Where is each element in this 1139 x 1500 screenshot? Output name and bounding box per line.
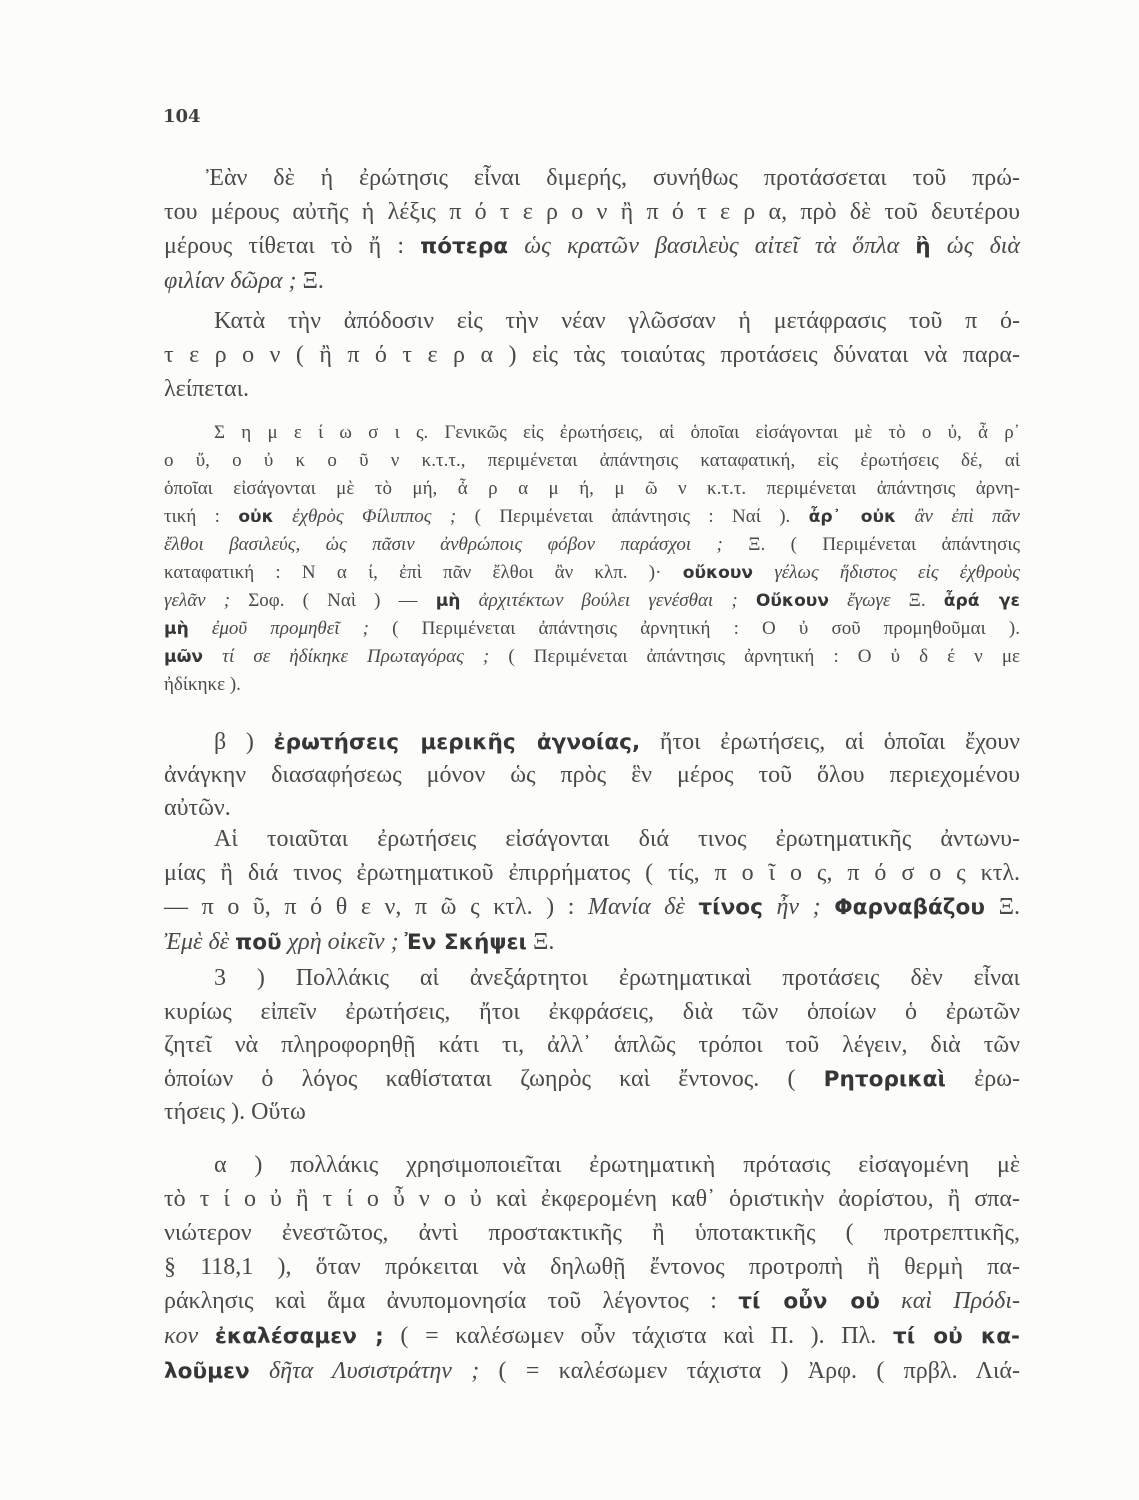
text-run: τήσεις ). Οὕτω — [164, 1099, 306, 1125]
bold-text: πότερα — [420, 234, 509, 259]
text-run: νιώτερον ἐνεστῶτος, ἀντὶ προστακτικῆς ἢ ὑποτακτικῆς ( προτρεπτικῆς, — [164, 1220, 1020, 1246]
text-run: λείπεται. — [164, 376, 250, 402]
bold-text: τίνος — [698, 895, 763, 920]
bold-text: λοῦμεν — [164, 1359, 250, 1384]
text-run: καταφατική : Ν α ί, ἐπὶ πᾶν ἔλθοι ἂν κλπ. )· — [164, 562, 683, 583]
note-paragraph — [164, 419, 1020, 699]
bold-text: ἆρά γε — [943, 591, 1021, 611]
text-run: 3 ) Πολλάκις αἱ ἀνεξάρτητοι ἐρωτηματικαὶ προτάσεις δὲν εἶναι — [214, 965, 1020, 991]
text-line — [164, 1284, 1020, 1319]
paragraph — [164, 161, 1020, 298]
text-run: ὁποῖαι εἰσάγονται μὲ τὸ μή, ἆ ρ α μ ή, μ ῶ ν κ.τ.τ. περιμένεται ἀπάντησις ἀρνη- — [164, 478, 1020, 499]
text-line — [164, 338, 1020, 372]
text-run: μίας ἢ διά τινος ἐρωτηματικοῦ ἐπιρρήματος ( τίς, π ο ῖ ο ς, π ό σ ο ς κτλ. — [164, 860, 1020, 886]
text-run: Αἱ τοιαῦται ἐρωτήσεις εἰσάγονται διά τινος ἐρωτηματικῆς ἀντωνυ- — [214, 826, 1020, 852]
italic-text: γέλως ἥδιστος εἰς ἐχθροὺς — [753, 562, 1021, 583]
text-line — [164, 1250, 1020, 1284]
text-line — [164, 1319, 1020, 1354]
text-line — [164, 1148, 1020, 1182]
text-run: Ξ. — [984, 894, 1021, 920]
text-line — [164, 925, 1020, 960]
italic-text: ἐχθρὸς Φίλιππος ; — [273, 506, 457, 527]
italic-text: δῆτα Λυσιστράτην ; — [249, 1358, 480, 1384]
italic-text: κον — [164, 1323, 215, 1349]
italic-text: καὶ Πρόδι- — [879, 1288, 1020, 1314]
bold-text: μὴ — [164, 619, 189, 639]
text-line — [164, 475, 1020, 503]
bold-text: τί οὐ κα- — [892, 1324, 1021, 1349]
text-line — [164, 161, 1020, 195]
bold-text: Ρητορικαὶ — [823, 1066, 946, 1092]
paragraph — [164, 726, 1020, 825]
text-line — [164, 1096, 1020, 1130]
italic-text: ἂν ἐπὶ πᾶν — [896, 506, 1020, 527]
text-run: α ) πολλάκις χρησιμοποιεῖται ἐρωτηματικὴ πρότασις εἰσαγομένη μὲ — [214, 1152, 1020, 1178]
bold-text: μῶν — [164, 647, 204, 667]
text-line — [164, 671, 1020, 699]
italic-text: Ἐμὲ δὲ — [164, 929, 236, 955]
text-line — [164, 559, 1020, 587]
text-run: Κατὰ τὴν ἀπόδοσιν εἰς τὴν νέαν γλῶσσαν ἡ μετάφρασις τοῦ π ό- — [214, 308, 1020, 334]
italic-text: ἔλθοι βασιλεύς, ὡς πᾶσιν ἀνθρώποις φόβον παράσχοι ; — [164, 534, 723, 555]
text-run: Ξ. ( Περιμένεται ἀπάντησις — [722, 534, 1020, 555]
text-line — [164, 890, 1020, 925]
paragraph — [164, 304, 1020, 406]
italic-text: ὡς κρατῶν βασιλεὺς αἰτεῖ τὰ ὅπλα — [508, 233, 916, 259]
text-run: αὐτῶν. — [164, 795, 231, 821]
bold-text: Ἐν Σκήψει — [404, 930, 527, 955]
text-line — [164, 856, 1020, 890]
text-run: Ξ. — [296, 268, 324, 294]
italic-text: γελᾶν ; — [164, 590, 231, 611]
text-line — [164, 1029, 1020, 1063]
italic-text: ἔγωγε — [829, 590, 891, 611]
text-run: ( Περιμένεται ἀπάντησις : Ναί ). — [456, 506, 809, 527]
text-run: ὁποίων ὁ λόγος καθίσταται ζωηρὸς καὶ ἔντονος. ( — [164, 1065, 824, 1092]
paragraph — [164, 1148, 1020, 1389]
text-run: ἐρω- — [945, 1065, 1020, 1092]
italic-text: ἀρχιτέκτων βούλει γενέσθαι ; — [460, 590, 738, 611]
text-run: ράκλησις καὶ ἅμα ἀνυπομονησία τοῦ λέγοντος : — [164, 1288, 739, 1314]
text-run: κυρίως εἰπεῖν ἐρωτήσεις, ἤτοι ἐκφράσεις, διὰ τῶν ὁποίων ὁ ἐρωτῶν — [164, 998, 1020, 1025]
text-run: τὸ τ ί ο ὐ ἢ τ ί ο ὖ ν ο ὐ καὶ ἐκφερομένη καθ᾽ ὁριστικὴν ἀορίστου, ἢ σπα- — [164, 1186, 1020, 1212]
italic-text: ἦν ; — [762, 894, 821, 920]
text-run: τ ε ρ ο ν ( ἢ π ό τ ε ρ α ) εἰς τὰς τοιαύτας προτάσεις δύναται νὰ παρα- — [164, 342, 1020, 368]
text-run: Σ η μ ε ί ω σ ι ς. Γενικῶς εἰς ἐρωτήσεις, αἱ ὁποῖαι εἰσάγονται μὲ τὸ ο ὐ, ἆ ρ᾽ — [214, 422, 1020, 443]
text-run: ( Περιμένεται ἀπάντησις ἀρνητική : Ο ὐ σοῦ προμηθοῦμαι ). — [369, 618, 1020, 639]
italic-text: ὡς διὰ — [930, 233, 1020, 259]
text-line — [164, 1354, 1020, 1389]
text-line — [164, 1182, 1020, 1216]
text-line — [164, 792, 1020, 825]
bold-text: ποῦ — [235, 930, 282, 955]
text-line — [164, 1216, 1020, 1250]
text-run: ( Περιμένεται ἀπάντησις ἀρνητική : Ο ὐ δ έ ν με — [489, 646, 1020, 667]
text-line — [164, 996, 1020, 1030]
text-line — [164, 643, 1020, 671]
italic-text: ἐμοῦ προμηθεῖ ; — [188, 618, 369, 639]
text-run: — π ο ῦ, π ό θ ε ν, π ῶ ς κτλ. ) : — [164, 894, 589, 920]
text-run: ( = καλέσωμεν τάχιστα ) Ἀρφ. ( πρβλ. Λιά- — [479, 1358, 1020, 1384]
bold-text: Φαρναβάζου — [834, 895, 985, 920]
bold-text: οὐκ — [238, 507, 274, 527]
italic-text: φιλίαν δῶρα ; — [164, 268, 297, 294]
text-line — [164, 615, 1020, 643]
text-run: ζητεῖ νὰ πληροφορηθῇ κάτι τι, ἀλλ᾽ ἁπλῶς τρόποι τοῦ λέγειν, διὰ τῶν — [164, 1032, 1020, 1058]
text-run: § 118,1 ), ὅταν πρόκειται νὰ δηλωθῇ ἔντονος προτροπὴ ἢ θερμὴ πα- — [164, 1254, 1020, 1280]
text-run: Ξ. — [526, 929, 555, 955]
text-line — [164, 372, 1020, 406]
bold-text: μὴ — [435, 591, 461, 611]
text-line — [164, 726, 1020, 759]
text-run: ἀνάγκην διασαφήσεως μόνον ὡς πρὸς ἓν μέρος τοῦ ὅλου περιεχομένου — [164, 762, 1020, 788]
text-line — [164, 264, 1020, 298]
text-line — [164, 962, 1020, 996]
text-run: Σοφ. ( Ναὶ ) — — [230, 590, 436, 611]
text-line — [164, 229, 1020, 264]
bold-text: Οὔκουν — [755, 591, 829, 611]
bold-text: ἆρ᾽ οὐκ — [808, 507, 897, 527]
text-run: ἤτοι ἐρωτήσεις, αἱ ὁποῖαι ἔχουν — [640, 729, 1021, 755]
text-run: Ἐὰν δὲ ἡ ἐρώτησις εἶναι διμερής, συνήθως προτάσσεται τοῦ πρώ- — [206, 165, 1020, 191]
text-line — [164, 1063, 1020, 1097]
italic-text: χρὴ οἰκεῖν ; — [281, 929, 399, 955]
paragraph — [164, 962, 1020, 1130]
text-run: ( = καλέσωμεν οὖν τάχιστα καὶ Π. ). Πλ. — [383, 1323, 893, 1349]
text-run: του μέρους αὐτῆς ἡ λέξις π ό τ ε ρ ο ν ἢ π ό τ ε ρ α, πρὸ δὲ τοῦ δευτέρου — [164, 199, 1020, 225]
text-run — [821, 894, 835, 920]
text-line — [164, 531, 1020, 559]
text-line — [164, 503, 1020, 531]
bold-text: τί οὖν οὐ — [738, 1289, 880, 1314]
paragraph — [164, 822, 1020, 960]
text-line — [164, 822, 1020, 856]
bold-text: ἐκαλέσαμεν ; — [214, 1324, 384, 1349]
bold-text: οὔκουν — [682, 563, 754, 583]
text-run: ἠδίκηκε ). — [164, 674, 241, 695]
bold-text: ἢ — [915, 234, 931, 259]
text-run: τική : — [164, 506, 239, 527]
text-line — [164, 195, 1020, 229]
italic-text: τί σε ἠδίκηκε Πρωταγόρας ; — [203, 646, 490, 667]
text-line — [164, 419, 1020, 447]
text-line — [164, 447, 1020, 475]
page-number: 104 — [163, 106, 201, 127]
text-run — [738, 590, 756, 611]
text-run: β ) — [214, 729, 274, 755]
italic-text: Μανία δὲ — [588, 894, 699, 920]
text-line — [164, 587, 1020, 615]
text-run: Ξ. — [890, 590, 944, 611]
bold-text: ἐρωτήσεις μερικῆς ἀγνοίας, — [273, 730, 641, 755]
text-line — [164, 304, 1020, 338]
text-line — [164, 759, 1020, 792]
text-run: ο ὔ, ο ὐ κ ο ῦ ν κ.τ.τ., περιμένεται ἀπάντησις καταφατική, εἰς ἐρωτήσεις δέ, αἱ — [164, 450, 1020, 471]
text-run: μέρους τίθεται τὸ ἤ : — [164, 233, 421, 259]
